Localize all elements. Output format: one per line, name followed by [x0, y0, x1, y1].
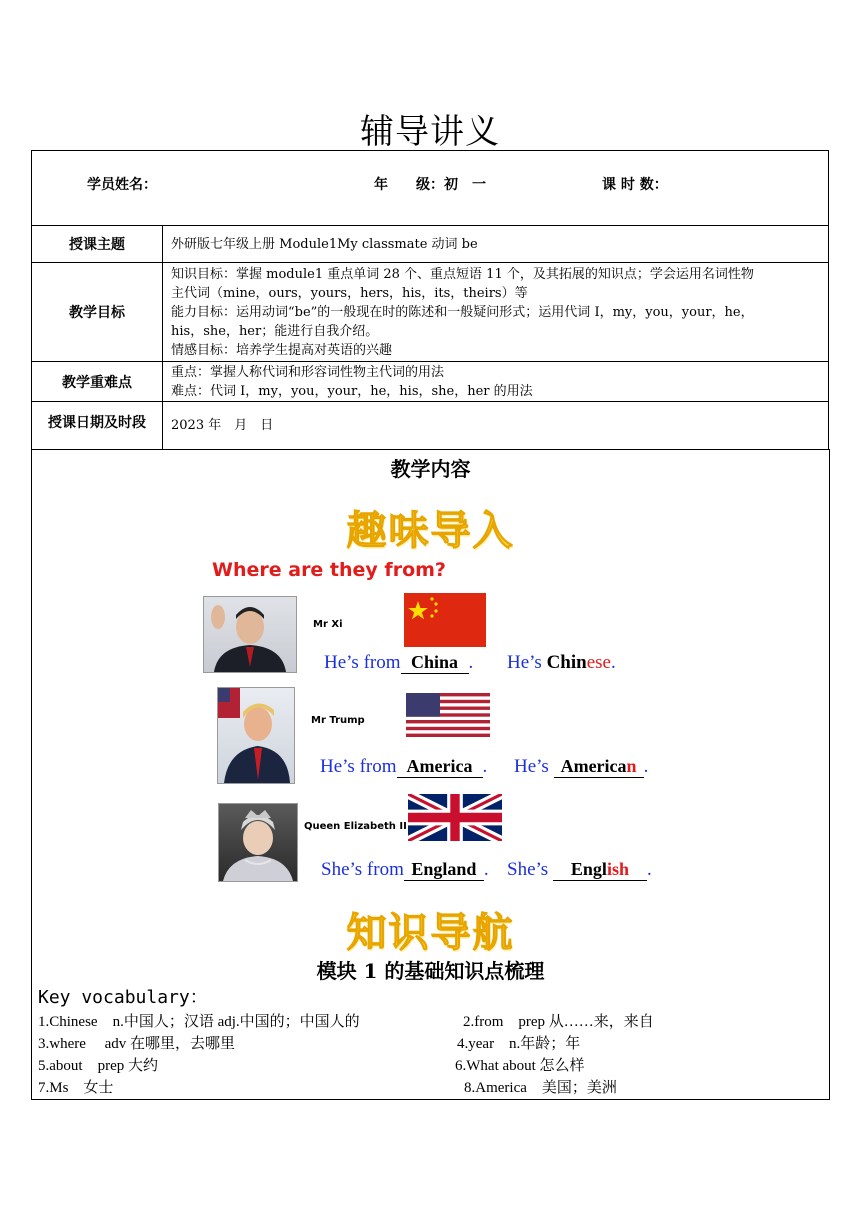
- person-name: Queen Elizabeth II: [304, 821, 407, 832]
- objective-line: 能力目标：运用动词“be”的一般现在时的陈述和一般疑问形式；运用代词 I，my，you，your，he，: [171, 304, 754, 320]
- teaching-content-section: [31, 449, 830, 1100]
- vocab-item: 2.from prep 从……来，来自: [463, 1014, 654, 1030]
- student-name-label: 学员姓名：: [87, 177, 157, 193]
- vocab-item: 6.What about 怎么样: [455, 1058, 585, 1074]
- vocab-item: 8.America 美国；美洲: [464, 1080, 617, 1096]
- uk-flag-icon: [408, 794, 502, 841]
- country-blank: China: [401, 652, 469, 674]
- country-blank: England: [404, 859, 484, 881]
- country-blank: America: [397, 756, 483, 778]
- intro-title: 趣味导入: [346, 508, 515, 554]
- objective-line: his，she，her；能进行自我介绍。: [171, 323, 379, 339]
- sentence-nationality: She’s English .: [507, 859, 652, 880]
- objectives-row: [32, 263, 829, 362]
- person-portrait-image: [219, 804, 297, 881]
- topic-label: 授课主题: [32, 226, 163, 263]
- key-points-row: [32, 362, 829, 402]
- person-portrait-image: [218, 688, 294, 783]
- key-point-line: 难点：代词 I，my，you，your，he，his，she，her 的用法: [171, 383, 533, 399]
- objective-line: 主代词（mine，ours，yours，hers，his，its，theirs）等: [171, 285, 528, 301]
- key-points-value: [163, 362, 829, 402]
- objectives-label: 教学目标: [32, 263, 163, 362]
- date-label: 授课日期及时段: [32, 402, 163, 450]
- objectives-value: [163, 263, 829, 362]
- objective-line: 情感目标：培养学生提高对英语的兴趣: [171, 342, 393, 358]
- class-hours-label: 课 时 数：: [602, 177, 668, 193]
- person-photo: [217, 687, 295, 784]
- module-heading: 模块 1 的基础知识点梳理: [316, 959, 545, 983]
- content-heading: 教学内容: [390, 457, 471, 481]
- sentence-nationality: He’s American .: [514, 756, 649, 777]
- document-title: 辅导讲义: [360, 112, 500, 152]
- person-portrait-image: [204, 597, 296, 672]
- vocab-item: 4.year n.年龄；年: [457, 1036, 581, 1052]
- objective-line: 知识目标：掌握 module1 重点单词 28 个、重点短语 11 个，及其拓展的知识点；学会运用名词性物: [171, 266, 754, 282]
- key-points-label: 教学重难点: [32, 362, 163, 402]
- date-row: [32, 402, 829, 450]
- vocab-item: 1.Chinese n.中国人；汉语 adj.中国的；中国人的: [38, 1014, 360, 1030]
- topic-row: [32, 226, 829, 263]
- sentence-nationality: He’s Chinese.: [507, 652, 616, 673]
- question-text: Where are they from?: [212, 559, 446, 581]
- key-point-line: 重点：掌握人称代词和形容词性物主代词的用法: [171, 364, 445, 380]
- person-name: Mr Xi: [313, 619, 343, 630]
- grade-label: 年 级：初 一: [374, 177, 486, 193]
- person-name: Mr Trump: [311, 715, 365, 726]
- sentence-from: He’s from America .: [320, 756, 488, 777]
- person-photo: [203, 596, 297, 673]
- vocab-item: 3.where adv 在哪里，去哪里: [38, 1036, 236, 1052]
- sentence-from: He’s from China .: [324, 652, 474, 673]
- info-table: [31, 150, 829, 450]
- student-row: [32, 151, 829, 226]
- person-photo: [218, 803, 298, 882]
- vocab-item: 5.about prep 大约: [38, 1058, 158, 1074]
- nationality-blank: American: [554, 756, 644, 778]
- knowledge-nav-title: 知识导航: [346, 910, 515, 956]
- date-value: 2023 年 月 日: [163, 402, 829, 450]
- sentence-from: She’s from England .: [321, 859, 489, 880]
- china-flag-icon: [404, 593, 486, 647]
- topic-value: 外研版七年级上册 Module1My classmate 动词 be: [163, 226, 829, 263]
- nationality-blank: English: [553, 859, 647, 881]
- vocabulary-title: Key vocabulary：: [38, 987, 208, 1008]
- usa-flag-icon: [406, 693, 490, 737]
- vocab-item: 7.Ms 女士: [38, 1080, 114, 1096]
